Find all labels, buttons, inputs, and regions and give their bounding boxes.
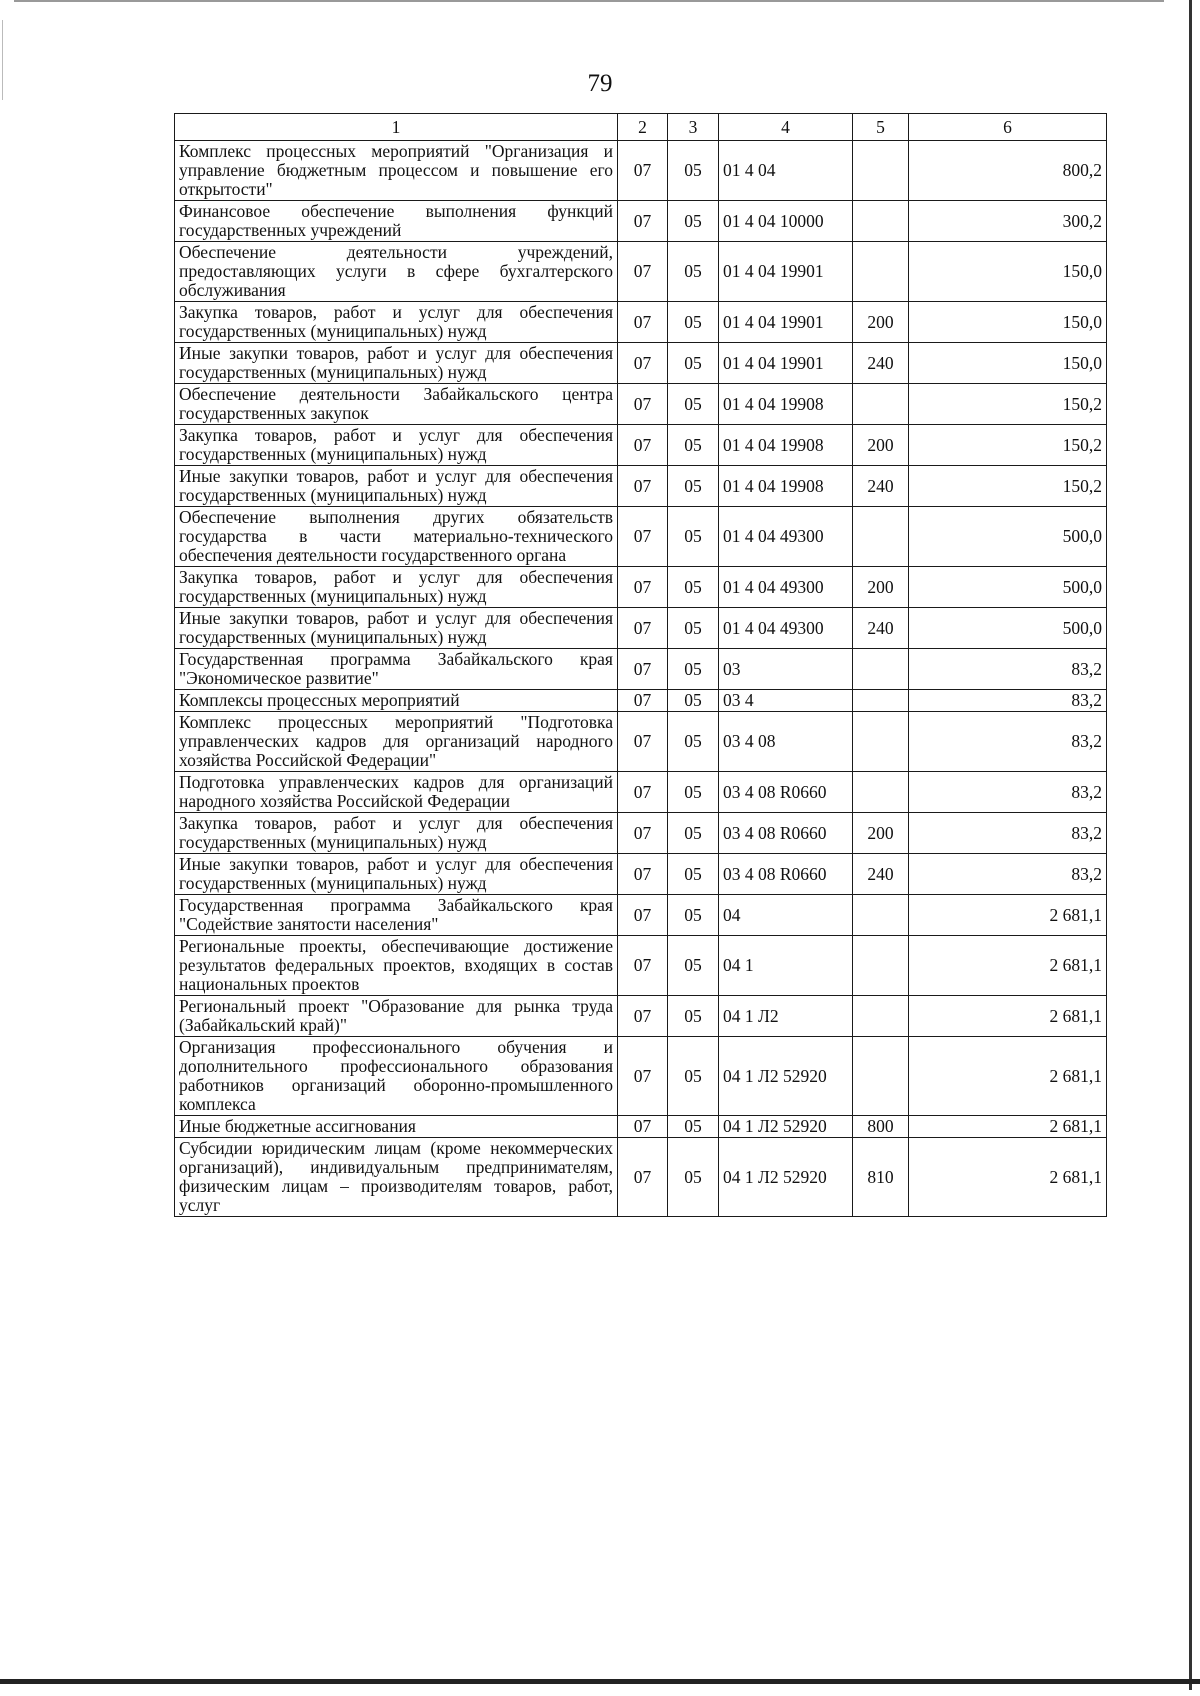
cell-section: 07 bbox=[618, 895, 668, 936]
cell-expense-type: 200 bbox=[853, 302, 909, 343]
cell-amount: 2 681,1 bbox=[909, 996, 1107, 1037]
cell-target-article: 04 1 bbox=[719, 936, 853, 996]
cell-target-article: 01 4 04 10000 bbox=[719, 201, 853, 242]
table-row bbox=[175, 302, 1107, 343]
cell-amount: 2 681,1 bbox=[909, 1116, 1107, 1138]
cell-name: Государственная программа Забайкальского края "Экономическое развитие" bbox=[175, 649, 618, 690]
table-row bbox=[175, 1037, 1107, 1116]
cell-target-article: 04 1 Л2 52920 bbox=[719, 1037, 853, 1116]
cell-section: 07 bbox=[618, 690, 668, 712]
cell-expense-type bbox=[853, 772, 909, 813]
table-row bbox=[175, 242, 1107, 302]
cell-name: Иные закупки товаров, работ и услуг для обеспечения государственных (муниципальных) нужд bbox=[175, 854, 618, 895]
cell-name: Комплекс процессных мероприятий "Организация и управление бюджетным процессом и повышение его открытости" bbox=[175, 141, 618, 201]
table-row bbox=[175, 507, 1107, 567]
cell-name: Региональные проекты, обеспечивающие достижение результатов федеральных проектов, входящих в состав национальных проектов bbox=[175, 936, 618, 996]
cell-amount: 150,2 bbox=[909, 425, 1107, 466]
column-header: 3 bbox=[668, 114, 719, 141]
cell-expense-type bbox=[853, 384, 909, 425]
table-row bbox=[175, 1116, 1107, 1138]
scan-frame-bottom bbox=[0, 1679, 1200, 1684]
table-row bbox=[175, 608, 1107, 649]
cell-amount: 150,2 bbox=[909, 466, 1107, 507]
cell-section: 07 bbox=[618, 813, 668, 854]
cell-name: Региональный проект "Образование для рынка труда (Забайкальский край)" bbox=[175, 996, 618, 1037]
cell-subsection: 05 bbox=[668, 1138, 719, 1217]
cell-target-article: 04 1 Л2 bbox=[719, 996, 853, 1037]
cell-name: Обеспечение выполнения других обязательств государства в части материально-технического обеспечения деятельности государственного органа bbox=[175, 507, 618, 567]
cell-target-article: 03 4 08 bbox=[719, 712, 853, 772]
cell-subsection: 05 bbox=[668, 567, 719, 608]
cell-section: 07 bbox=[618, 1116, 668, 1138]
cell-subsection: 05 bbox=[668, 936, 719, 996]
cell-section: 07 bbox=[618, 425, 668, 466]
table-row bbox=[175, 813, 1107, 854]
cell-subsection: 05 bbox=[668, 343, 719, 384]
cell-expense-type bbox=[853, 996, 909, 1037]
cell-amount: 83,2 bbox=[909, 649, 1107, 690]
table-row bbox=[175, 384, 1107, 425]
table-row bbox=[175, 425, 1107, 466]
table-row bbox=[175, 141, 1107, 201]
table-row bbox=[175, 201, 1107, 242]
cell-target-article: 04 1 Л2 52920 bbox=[719, 1138, 853, 1217]
cell-amount: 83,2 bbox=[909, 854, 1107, 895]
cell-expense-type bbox=[853, 201, 909, 242]
cell-section: 07 bbox=[618, 567, 668, 608]
cell-expense-type bbox=[853, 690, 909, 712]
cell-subsection: 05 bbox=[668, 813, 719, 854]
cell-expense-type bbox=[853, 141, 909, 201]
cell-section: 07 bbox=[618, 996, 668, 1037]
cell-expense-type: 200 bbox=[853, 425, 909, 466]
column-header: 6 bbox=[909, 114, 1107, 141]
cell-subsection: 05 bbox=[668, 425, 719, 466]
cell-expense-type bbox=[853, 242, 909, 302]
cell-target-article: 01 4 04 19901 bbox=[719, 302, 853, 343]
table-row bbox=[175, 936, 1107, 996]
cell-section: 07 bbox=[618, 649, 668, 690]
cell-subsection: 05 bbox=[668, 608, 719, 649]
cell-amount: 150,0 bbox=[909, 343, 1107, 384]
cell-amount: 150,2 bbox=[909, 384, 1107, 425]
cell-section: 07 bbox=[618, 201, 668, 242]
cell-amount: 83,2 bbox=[909, 712, 1107, 772]
cell-subsection: 05 bbox=[668, 854, 719, 895]
cell-section: 07 bbox=[618, 1037, 668, 1116]
cell-name: Субсидии юридическим лицам (кроме некоммерческих организаций), индивидуальным предпринимателям, физическим лицам – производителям товаров, работ, услуг bbox=[175, 1138, 618, 1217]
cell-expense-type bbox=[853, 936, 909, 996]
cell-amount: 2 681,1 bbox=[909, 895, 1107, 936]
cell-target-article: 04 1 Л2 52920 bbox=[719, 1116, 853, 1138]
cell-amount: 150,0 bbox=[909, 302, 1107, 343]
cell-target-article: 01 4 04 19901 bbox=[719, 242, 853, 302]
cell-amount: 2 681,1 bbox=[909, 1037, 1107, 1116]
cell-expense-type: 240 bbox=[853, 608, 909, 649]
cell-target-article: 03 4 bbox=[719, 690, 853, 712]
cell-subsection: 05 bbox=[668, 141, 719, 201]
cell-name: Подготовка управленческих кадров для организаций народного хозяйства Российской Федерации bbox=[175, 772, 618, 813]
cell-target-article: 03 4 08 R0660 bbox=[719, 813, 853, 854]
cell-target-article: 03 4 08 R0660 bbox=[719, 772, 853, 813]
cell-expense-type: 240 bbox=[853, 854, 909, 895]
cell-target-article: 01 4 04 bbox=[719, 141, 853, 201]
cell-amount: 150,0 bbox=[909, 242, 1107, 302]
cell-subsection: 05 bbox=[668, 1116, 719, 1138]
cell-name: Иные закупки товаров, работ и услуг для обеспечения государственных (муниципальных) нужд bbox=[175, 343, 618, 384]
cell-target-article: 04 bbox=[719, 895, 853, 936]
cell-amount: 2 681,1 bbox=[909, 936, 1107, 996]
cell-section: 07 bbox=[618, 1138, 668, 1217]
cell-amount: 300,2 bbox=[909, 201, 1107, 242]
cell-amount: 500,0 bbox=[909, 608, 1107, 649]
scan-frame-top bbox=[14, 0, 1164, 2]
cell-name: Обеспечение деятельности учреждений, предоставляющих услуги в сфере бухгалтерского обслуживания bbox=[175, 242, 618, 302]
cell-section: 07 bbox=[618, 242, 668, 302]
cell-target-article: 01 4 04 19908 bbox=[719, 425, 853, 466]
column-header: 5 bbox=[853, 114, 909, 141]
cell-expense-type bbox=[853, 895, 909, 936]
cell-subsection: 05 bbox=[668, 384, 719, 425]
cell-amount: 800,2 bbox=[909, 141, 1107, 201]
cell-target-article: 01 4 04 49300 bbox=[719, 567, 853, 608]
table-row bbox=[175, 466, 1107, 507]
cell-name: Комплекс процессных мероприятий "Подготовка управленческих кадров для организаций народного хозяйства Российской Федерации" bbox=[175, 712, 618, 772]
cell-name: Государственная программа Забайкальского края "Содействие занятости населения" bbox=[175, 895, 618, 936]
cell-name: Закупка товаров, работ и услуг для обеспечения государственных (муниципальных) нужд bbox=[175, 567, 618, 608]
table-row bbox=[175, 1138, 1107, 1217]
cell-expense-type bbox=[853, 1037, 909, 1116]
cell-expense-type bbox=[853, 649, 909, 690]
table-row bbox=[175, 996, 1107, 1037]
cell-section: 07 bbox=[618, 302, 668, 343]
column-header: 1 bbox=[175, 114, 618, 141]
cell-amount: 2 681,1 bbox=[909, 1138, 1107, 1217]
column-header: 4 bbox=[719, 114, 853, 141]
table-row bbox=[175, 567, 1107, 608]
column-header: 2 bbox=[618, 114, 668, 141]
cell-expense-type: 240 bbox=[853, 466, 909, 507]
table-row bbox=[175, 343, 1107, 384]
cell-expense-type: 810 bbox=[853, 1138, 909, 1217]
cell-target-article: 01 4 04 49300 bbox=[719, 608, 853, 649]
cell-section: 07 bbox=[618, 608, 668, 649]
cell-subsection: 05 bbox=[668, 507, 719, 567]
cell-amount: 83,2 bbox=[909, 772, 1107, 813]
page-number: 79 bbox=[587, 70, 613, 97]
cell-target-article: 01 4 04 19901 bbox=[719, 343, 853, 384]
cell-expense-type: 200 bbox=[853, 813, 909, 854]
cell-section: 07 bbox=[618, 466, 668, 507]
cell-section: 07 bbox=[618, 343, 668, 384]
cell-subsection: 05 bbox=[668, 895, 719, 936]
cell-section: 07 bbox=[618, 141, 668, 201]
cell-name: Финансовое обеспечение выполнения функций государственных учреждений bbox=[175, 201, 618, 242]
cell-target-article: 01 4 04 19908 bbox=[719, 466, 853, 507]
cell-subsection: 05 bbox=[668, 201, 719, 242]
cell-expense-type: 800 bbox=[853, 1116, 909, 1138]
cell-section: 07 bbox=[618, 936, 668, 996]
cell-subsection: 05 bbox=[668, 466, 719, 507]
cell-subsection: 05 bbox=[668, 302, 719, 343]
cell-amount: 500,0 bbox=[909, 567, 1107, 608]
table-row bbox=[175, 690, 1107, 712]
header-row bbox=[175, 114, 1107, 141]
cell-target-article: 03 4 08 R0660 bbox=[719, 854, 853, 895]
cell-subsection: 05 bbox=[668, 772, 719, 813]
cell-section: 07 bbox=[618, 854, 668, 895]
cell-name: Комплексы процессных мероприятий bbox=[175, 690, 618, 712]
cell-subsection: 05 bbox=[668, 712, 719, 772]
budget-table bbox=[174, 113, 1107, 1217]
cell-expense-type bbox=[853, 507, 909, 567]
cell-name: Закупка товаров, работ и услуг для обеспечения государственных (муниципальных) нужд bbox=[175, 302, 618, 343]
cell-subsection: 05 bbox=[668, 242, 719, 302]
cell-subsection: 05 bbox=[668, 690, 719, 712]
cell-subsection: 05 bbox=[668, 1037, 719, 1116]
cell-section: 07 bbox=[618, 384, 668, 425]
cell-amount: 500,0 bbox=[909, 507, 1107, 567]
table-row bbox=[175, 712, 1107, 772]
cell-name: Обеспечение деятельности Забайкальского центра государственных закупок bbox=[175, 384, 618, 425]
table-row bbox=[175, 854, 1107, 895]
cell-section: 07 bbox=[618, 772, 668, 813]
table-row bbox=[175, 772, 1107, 813]
cell-subsection: 05 bbox=[668, 649, 719, 690]
cell-expense-type bbox=[853, 712, 909, 772]
cell-target-article: 01 4 04 49300 bbox=[719, 507, 853, 567]
cell-name: Иные закупки товаров, работ и услуг для обеспечения государственных (муниципальных) нужд bbox=[175, 608, 618, 649]
cell-name: Закупка товаров, работ и услуг для обеспечения государственных (муниципальных) нужд bbox=[175, 425, 618, 466]
cell-amount: 83,2 bbox=[909, 690, 1107, 712]
table-row bbox=[175, 895, 1107, 936]
table-body bbox=[175, 141, 1107, 1217]
cell-target-article: 01 4 04 19908 bbox=[719, 384, 853, 425]
cell-name: Иные бюджетные ассигнования bbox=[175, 1116, 618, 1138]
table-row bbox=[175, 649, 1107, 690]
cell-section: 07 bbox=[618, 507, 668, 567]
scan-frame-right bbox=[1189, 0, 1192, 1690]
cell-name: Закупка товаров, работ и услуг для обеспечения государственных (муниципальных) нужд bbox=[175, 813, 618, 854]
cell-amount: 83,2 bbox=[909, 813, 1107, 854]
cell-subsection: 05 bbox=[668, 996, 719, 1037]
cell-expense-type: 240 bbox=[853, 343, 909, 384]
cell-section: 07 bbox=[618, 712, 668, 772]
cell-name: Организация профессионального обучения и дополнительного профессионального образования работников организаций оборонно-промышленного комплекса bbox=[175, 1037, 618, 1116]
cell-expense-type: 200 bbox=[853, 567, 909, 608]
cell-target-article: 03 bbox=[719, 649, 853, 690]
cell-name: Иные закупки товаров, работ и услуг для обеспечения государственных (муниципальных) нужд bbox=[175, 466, 618, 507]
